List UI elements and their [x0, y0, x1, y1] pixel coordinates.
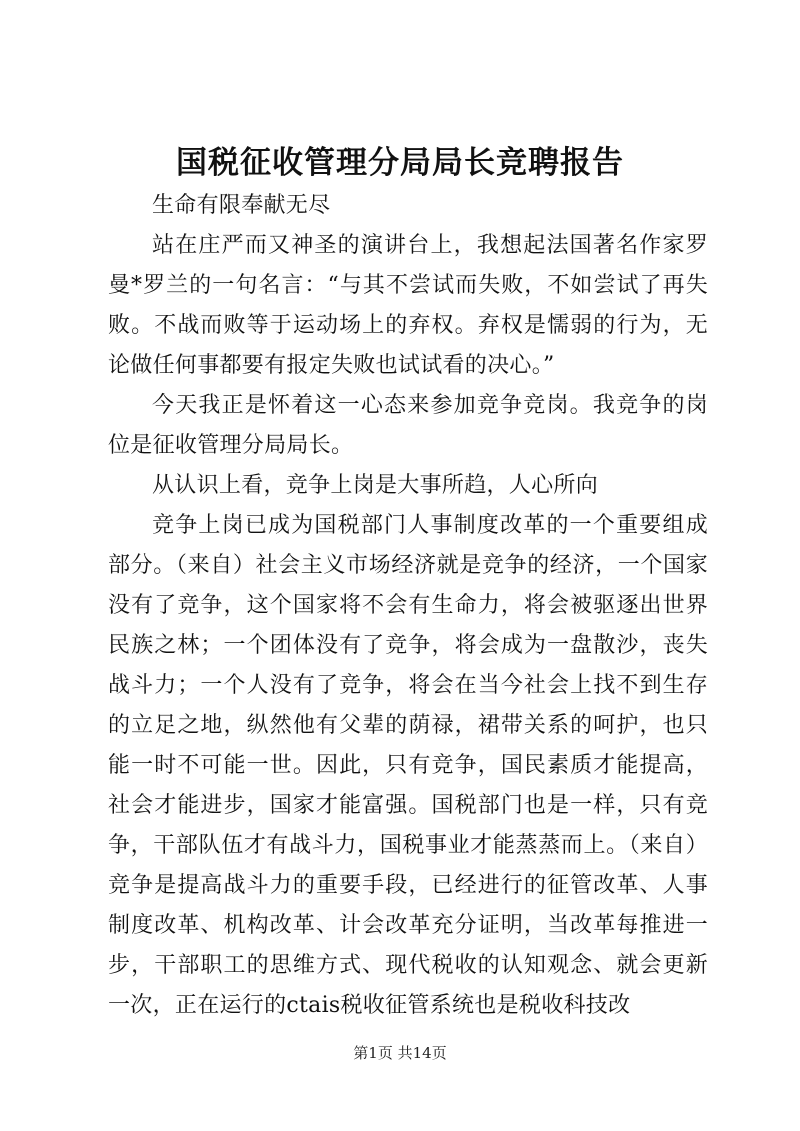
- document-title: 国税征收管理分局局长竞聘报告: [176, 145, 624, 181]
- paragraph-quote: 站在庄严而又神圣的演讲台上，我想起法国著名作家罗曼*罗兰的一句名言：“与其不尝试而失败，不如尝试了再失败。不战而败等于运动场上的弃权。弃权是懦弱的行为，无论做任何事都要有报定失败也试试看的决心。”: [108, 233, 708, 378]
- paragraph-subtitle: 生命有限奉献无尽: [152, 193, 331, 218]
- paragraph-heading: 从认识上看，竞争上岗是大事所趋，人心所向: [152, 473, 599, 498]
- paragraph-position: 今天我正是怀着这一心态来参加竞争竞岗。我竞争的岗位是征收管理分局局长。: [108, 393, 708, 458]
- paragraph-competition: 竞争上岗已成为国税部门人事制度改革的一个重要组成部分。（来自）社会主义市场经济就是竞争的经济，一个国家没有了竞争，这个国家将不会有生命力，将会被驱逐出世界民族之林；一个团体没有了竞争，将会成为一盘散沙，丧失战斗力；一个人没有了竞争，将会在当今社会上找不到生存的立足之地，纵然他有父辈的荫禄，裙带关系的呵护，也只能一时不可能一世。因此，只有竞争，国民素质才能提高，社会才能进步，国家才能富强。国税部门也是一样，只有竞争，干部队伍才有战斗力，国税事业才能蒸蒸而上。（来自）竞争是提高战斗力的重要手段，已经进行的征管改革、人事制度改革、机构改革、计会改革充分证明，当改革每推进一步，干部职工的思维方式、现代税收的认知观念、就会更新一次，正在运行的ctais税收征管系统也是税收科技改: [108, 513, 708, 1018]
- page-number-footer: 第1页 共14页: [353, 1044, 447, 1062]
- document-body: [108, 186, 708, 1026]
